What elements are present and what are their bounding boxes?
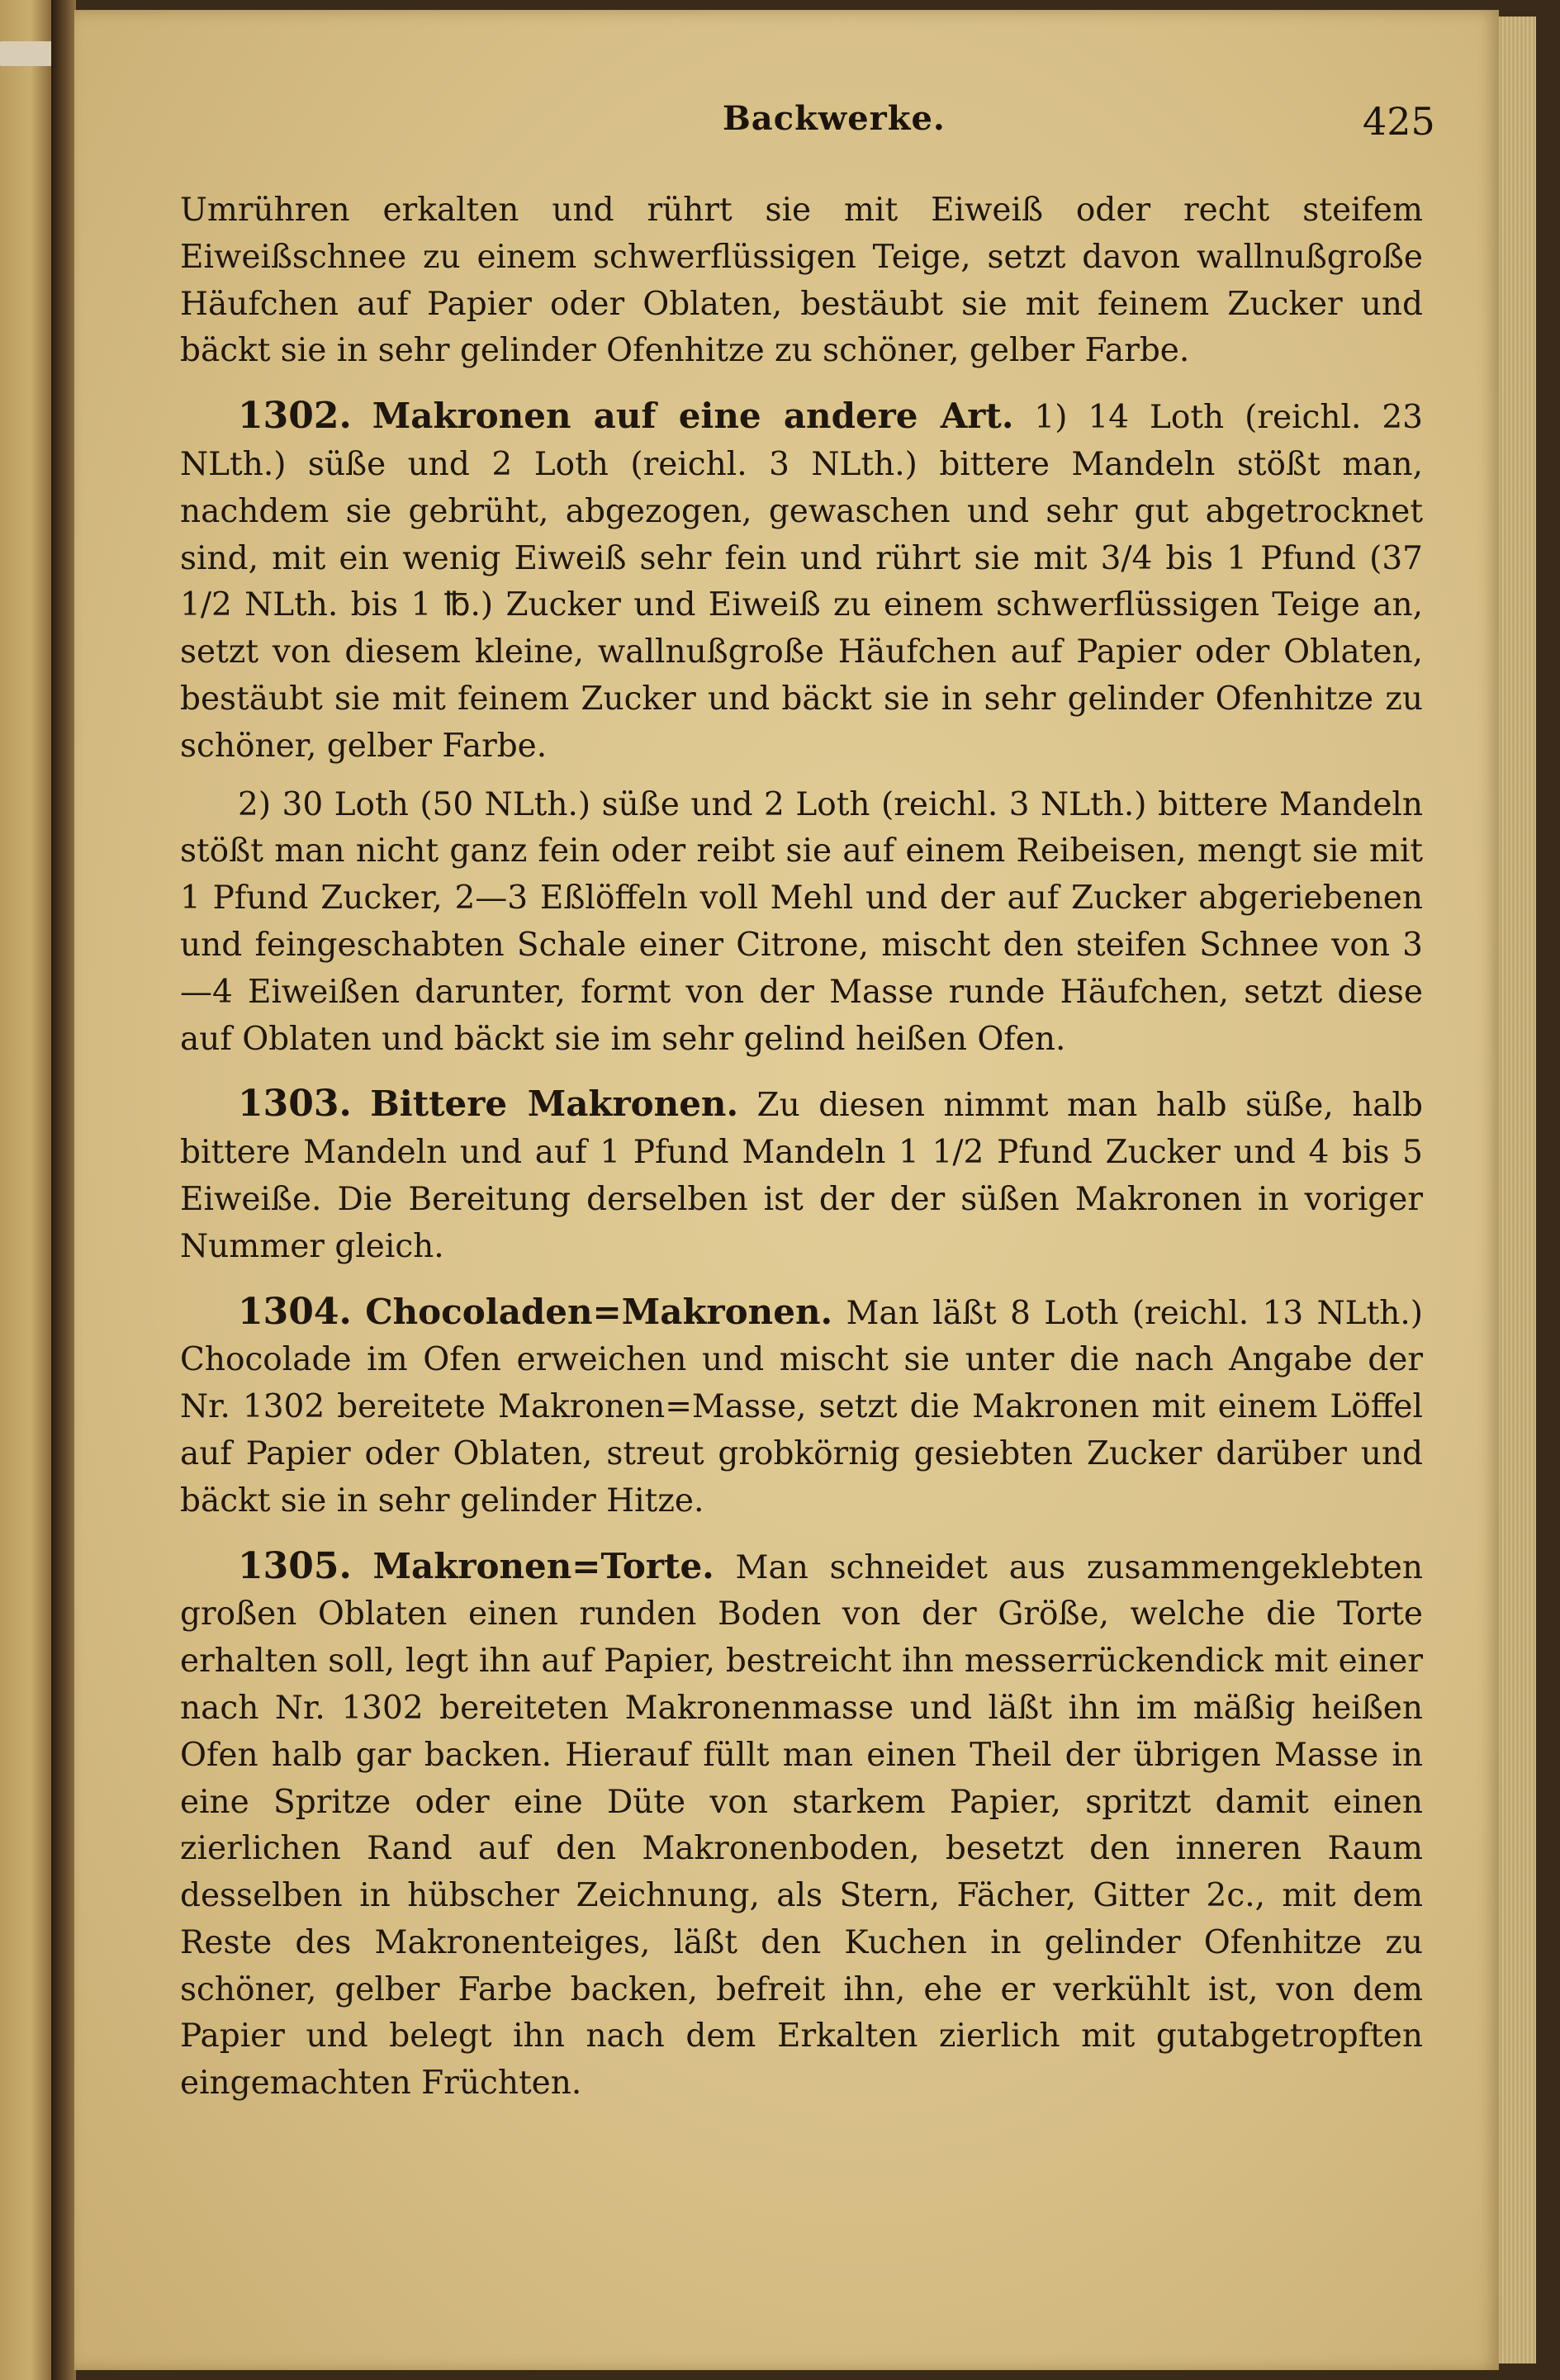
- recipe-text: Man läßt 8 Loth (reichl. 13 NLth.) Chocolade im Ofen erweichen und mischt sie unter die nach Angabe der Nr. 1302 bereitete Makronen=Masse, setzt die Makronen mit einem Löffel auf Papier oder Oblaten, streut grobkörnig gesiebten Zucker darüber und bäckt sie in sehr gelinder Hitze.: [180, 1294, 1423, 1520]
- recipe-number: 1303.: [238, 1083, 352, 1126]
- recipe-text: 1) 14 Loth (reichl. 23 NLth.) süße und 2 Loth (reichl. 3 NLth.) bittere Mandeln stößt man, nachdem sie gebrüht, abgezogen, gewaschen und sehr gut abgetrocknet sind, mit ein wenig Eiweiß sehr fein und rührt sie mit 3/4 bis 1 Pfund (37 1/2 NLth. bis 1 ℔.) Zucker und Eiweiß zu einem schwerflüssigen Teige an, setzt von diesem kleine, wallnußgroße Häufchen auf Papier oder Oblaten, bestäubt sie mit feinem Zucker und bäckt sie in sehr gelinder Ofenhitze zu schöner, gelber Farbe.: [180, 399, 1423, 765]
- recipe-number: 1305.: [238, 1544, 352, 1587]
- page-stack-edge: [1499, 17, 1536, 2363]
- recipe-title: Makronen auf eine andere Art.: [372, 396, 1014, 437]
- recipe-title: Bittere Makronen.: [370, 1083, 739, 1125]
- recipe-1302-variant-2: 2) 30 Loth (50 NLth.) süße und 2 Loth (reichl. 3 NLth.) bittere Mandeln stößt man nicht ganz fein oder reibt sie auf einem Reibeisen, mengt sie mit 1 Pfund Zucker, 2—3 Eßlöffeln voll Mehl und der auf Zucker abgeriebenen und feingeschabten Schale einer Citrone, mischt den steifen Schnee von 3—4 Eiweißen darunter, formt von der Masse runde Häufchen, setzt diese auf Oblaten und bäckt sie im sehr gelind heißen Ofen.: [180, 785, 1423, 1058]
- page-body: [180, 187, 1423, 2119]
- facing-page-edge: [0, 0, 51, 2380]
- book-gutter: [51, 0, 76, 2380]
- recipe-title: Makronen=Torte.: [372, 1545, 714, 1586]
- page-number: 425: [1363, 99, 1435, 144]
- page-header: [74, 99, 1499, 157]
- recipe-1305: [180, 1543, 1423, 2108]
- recipe-1303: [180, 1081, 1423, 1270]
- recipe-title: Chocoladen=Makronen.: [365, 1291, 833, 1332]
- recipe-text: Zu diesen nimmt man halb süße, halb bittere Mandeln und auf 1 Pfund Mandeln 1 1/2 Pfund Zucker und 4 bis 5 Eiweiße. Die Bereitung derselben ist der der süßen Makronen in voriger Nummer gleich.: [180, 1087, 1423, 1265]
- book-page: [74, 10, 1499, 2370]
- running-title: Backwerke.: [723, 99, 946, 138]
- recipe-1302: [180, 393, 1423, 770]
- recipe-1304: [180, 1289, 1423, 1525]
- recipe-number: 1302.: [238, 395, 352, 438]
- continuation-paragraph: Umrühren erkalten und rührt sie mit Eiweiß oder recht steifem Eiweißschnee zu einem schwerflüssigen Teige, setzt davon wallnußgroße Häufchen auf Papier oder Oblaten, bestäubt sie mit feinem Zucker und bäckt sie in sehr gelinder Ofenhitze zu schöner, gelber Farbe.: [180, 192, 1423, 370]
- recipe-number: 1304.: [238, 1290, 352, 1333]
- recipe-text: Man schneidet aus zusammengeklebten großen Oblaten einen runden Boden von der Größe, welche die Torte erhalten soll, legt ihn auf Papier, bestreicht ihn messerrückendick mit einer nach Nr. 1302 bereiteten Makronenmasse und läßt ihn im mäßig heißen Ofen halb gar backen. Hierauf füllt man einen Theil der übrigen Masse in eine Spritze oder eine Düte von starkem Papier, spritzt damit einen zierlichen Rand auf den Makronenboden, besetzt den inneren Raum desselben in hübscher Zeichnung, als Stern, Fächer, Gitter 2c., mit dem Reste des Makronenteiges, läßt den Kuchen in gelinder Ofenhitze zu schöner, gelber Farbe backen, befreit ihn, ehe er verkühlt ist, von dem Papier und belegt ihn nach dem Erkalten zierlich mit gutabgetropften eingemachten Früchten.: [180, 1548, 1423, 2103]
- book-outer-edge: [1536, 0, 1560, 2380]
